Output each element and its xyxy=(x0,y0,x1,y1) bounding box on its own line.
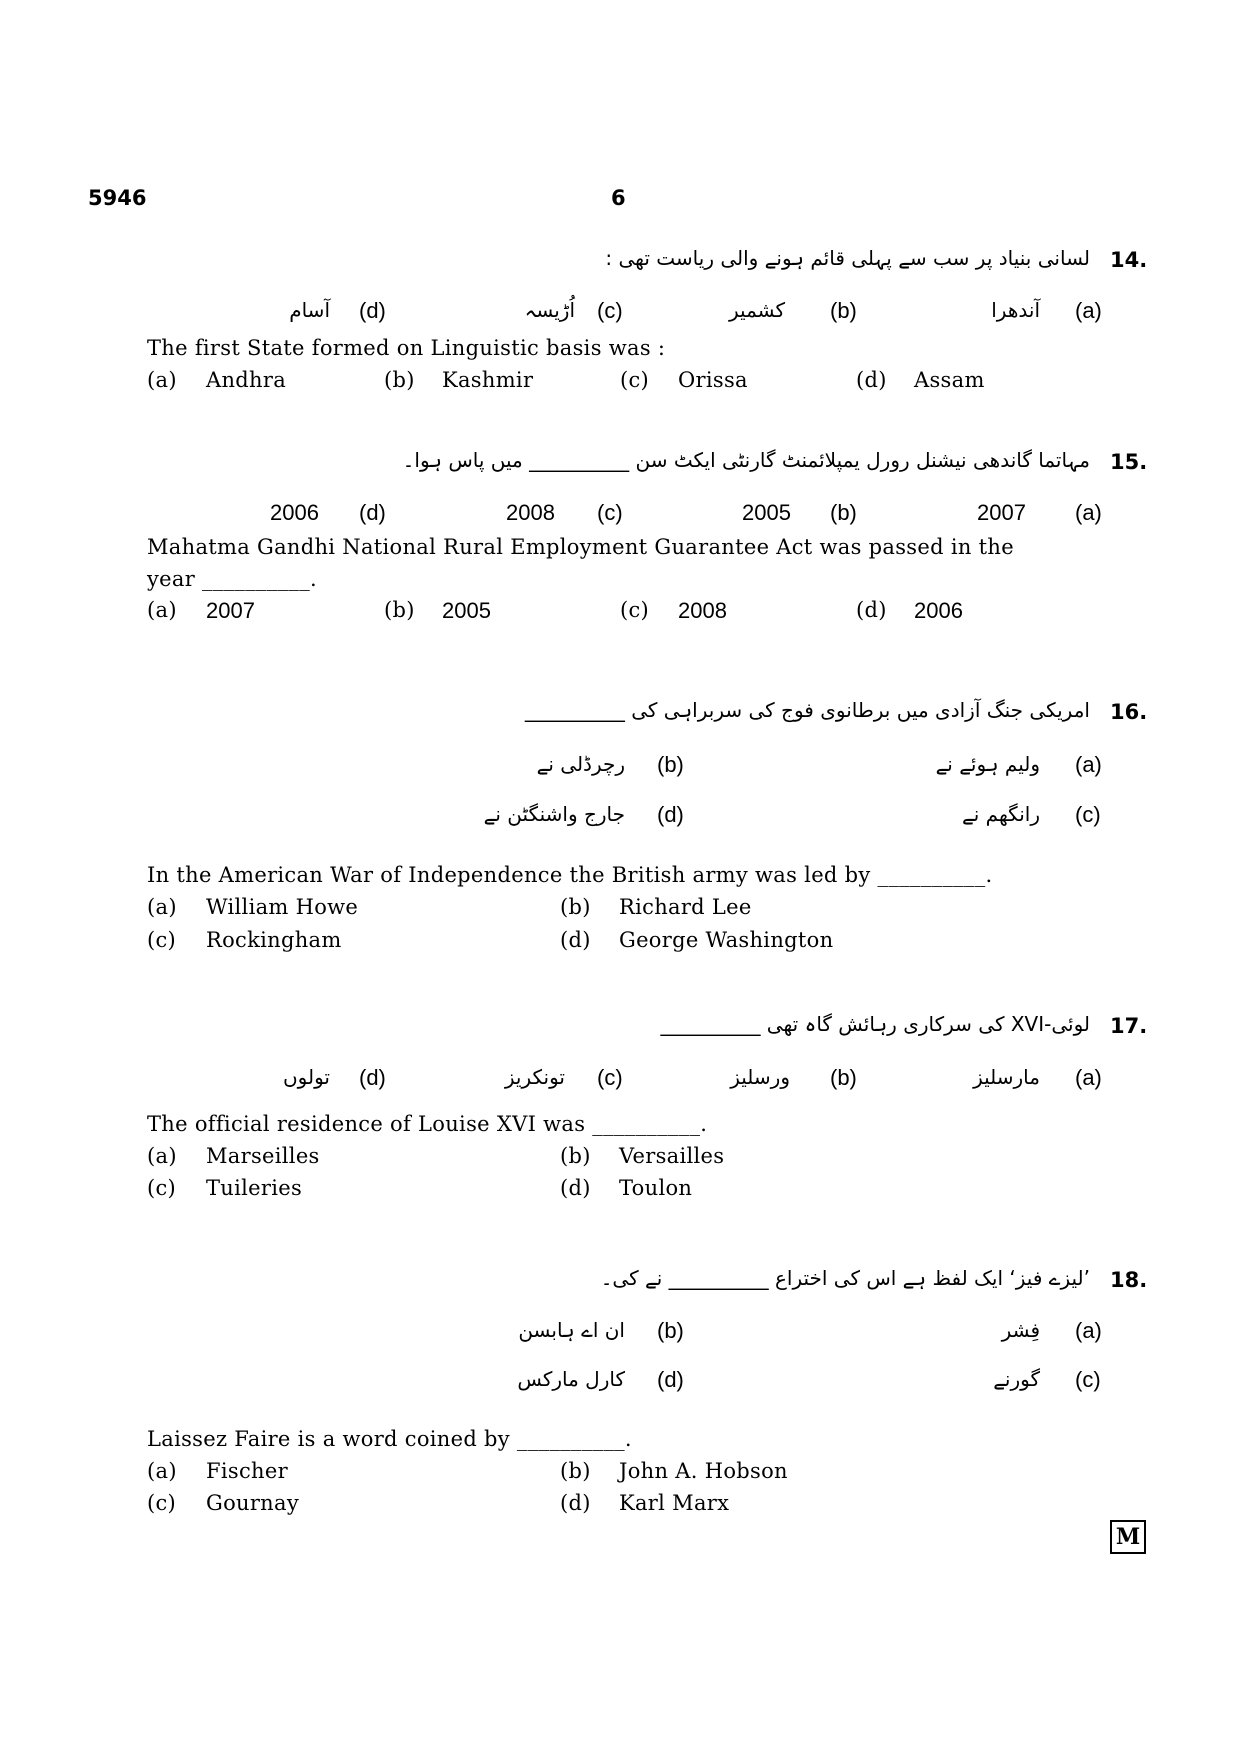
option-c: 2008 xyxy=(678,598,727,623)
urdu-option-d-label: (d) xyxy=(359,1065,386,1090)
urdu-option-d-label: (d) xyxy=(657,1367,684,1392)
option-d-label: (d) xyxy=(560,1491,591,1515)
option-b-label: (b) xyxy=(384,368,415,392)
option-d-label: (d) xyxy=(560,1176,591,1200)
question-text-line-2: year __________. xyxy=(147,567,318,591)
option-c-label: (c) xyxy=(620,598,650,622)
urdu-option-a: ولیم ہوئے نے xyxy=(935,752,1040,776)
urdu-option-c: رانگھم نے xyxy=(962,802,1040,826)
option-b: 2005 xyxy=(442,598,491,623)
option-a-label: (a) xyxy=(147,368,177,392)
urdu-option-c-label: (c) xyxy=(597,500,623,525)
urdu-option-b: ان اے ہابسن xyxy=(518,1318,625,1342)
option-a: Marseilles xyxy=(206,1144,320,1168)
urdu-option-d-label: (d) xyxy=(359,298,386,323)
option-d: Assam xyxy=(914,368,985,392)
option-c-label: (c) xyxy=(147,928,177,952)
option-a-label: (a) xyxy=(147,1459,177,1483)
urdu-question: لوئی-XVI کی سرکاری رہائش گاہ تھی __________ xyxy=(660,1012,1090,1036)
urdu-option-a: مارسلیز xyxy=(973,1065,1040,1089)
urdu-option-c: گورنے xyxy=(993,1367,1040,1391)
option-c: Tuileries xyxy=(206,1176,303,1200)
urdu-option-a: فِشر xyxy=(1001,1318,1040,1342)
urdu-option-d: جارج واشنگٹن نے xyxy=(483,802,625,826)
urdu-option-a: 2007 xyxy=(977,500,1026,525)
urdu-option-d-label: (d) xyxy=(657,802,684,827)
urdu-option-b: کشمیر xyxy=(729,298,785,322)
urdu-option-a-label: (a) xyxy=(1075,298,1102,323)
option-a-label: (a) xyxy=(147,598,177,622)
urdu-option-d: 2006 xyxy=(270,500,319,525)
question-text-line-1: Mahatma Gandhi National Rural Employment Guarantee Act was passed in the xyxy=(147,535,1014,559)
question-text: Laissez Faire is a word coined by __________. xyxy=(147,1427,632,1451)
urdu-option-c-label: (c) xyxy=(1075,1367,1101,1392)
urdu-option-b: رچرڈلی نے xyxy=(536,752,625,776)
option-d: George Washington xyxy=(619,928,834,952)
option-a-label: (a) xyxy=(147,895,177,919)
question-number: 14. xyxy=(1110,248,1148,272)
option-c: Rockingham xyxy=(206,928,342,952)
urdu-option-b-label: (b) xyxy=(657,1318,684,1343)
option-a-label: (a) xyxy=(147,1144,177,1168)
urdu-option-d-label: (d) xyxy=(359,500,386,525)
urdu-option-d: کارل مارکس xyxy=(517,1367,625,1391)
option-a: 2007 xyxy=(206,598,255,623)
urdu-option-c: 2008 xyxy=(506,500,555,525)
question-number: 16. xyxy=(1110,700,1148,724)
urdu-option-b: ورسلیز xyxy=(730,1065,790,1089)
urdu-question: لسانی بنیاد پر سب سے پہلی قائم ہونے والی ریاست تھی : xyxy=(605,246,1090,270)
option-d-label: (d) xyxy=(560,928,591,952)
urdu-option-a-label: (a) xyxy=(1075,1318,1102,1343)
option-b-label: (b) xyxy=(560,1144,591,1168)
option-b: John A. Hobson xyxy=(619,1459,788,1483)
option-c-label: (c) xyxy=(147,1491,177,1515)
option-b-label: (b) xyxy=(560,895,591,919)
option-d-label: (d) xyxy=(856,598,887,622)
urdu-option-a-label: (a) xyxy=(1075,752,1102,777)
series-mark-box: M xyxy=(1110,1520,1146,1554)
question-number: 15. xyxy=(1110,450,1148,474)
option-c: Gournay xyxy=(206,1491,299,1515)
page-number: 6 xyxy=(611,186,626,210)
question-text: The official residence of Louise XVI was __________. xyxy=(147,1112,708,1136)
urdu-question: مہاتما گاندھی نیشنل رورل یمپلائمنٹ گارنٹی ایکٹ سن __________ میں پاس ہوا۔ xyxy=(402,448,1090,472)
question-text: The first State formed on Linguistic basis was : xyxy=(147,336,666,360)
question-number: 17. xyxy=(1110,1014,1148,1038)
urdu-option-c-label: (c) xyxy=(597,298,623,323)
option-b: Versailles xyxy=(619,1144,725,1168)
urdu-option-b-label: (b) xyxy=(830,1065,857,1090)
urdu-option-a-label: (a) xyxy=(1075,500,1102,525)
urdu-option-b-label: (b) xyxy=(657,752,684,777)
option-c: Orissa xyxy=(678,368,748,392)
option-d: Karl Marx xyxy=(619,1491,730,1515)
option-a: William Howe xyxy=(206,895,359,919)
option-b-label: (b) xyxy=(384,598,415,622)
option-c-label: (c) xyxy=(620,368,650,392)
option-d: 2006 xyxy=(914,598,963,623)
urdu-option-c-label: (c) xyxy=(1075,802,1101,827)
paper-code: 5946 xyxy=(88,186,147,210)
urdu-option-b-label: (b) xyxy=(830,298,857,323)
urdu-option-a: آندھرا xyxy=(991,298,1040,322)
urdu-option-a-label: (a) xyxy=(1075,1065,1102,1090)
option-c-label: (c) xyxy=(147,1176,177,1200)
urdu-question: امریکی جنگ آزادی میں برطانوی فوج کی سربراہی کی __________ xyxy=(524,698,1090,722)
option-a: Fischer xyxy=(206,1459,288,1483)
option-a: Andhra xyxy=(206,368,287,392)
urdu-question: ’لیزے فیز‘ ایک لفظ ہے اس کی اختراع __________ نے کی۔ xyxy=(600,1266,1090,1290)
urdu-option-d: تولوں xyxy=(282,1065,330,1089)
option-b: Richard Lee xyxy=(619,895,752,919)
option-b: Kashmir xyxy=(442,368,534,392)
option-d-label: (d) xyxy=(856,368,887,392)
urdu-option-c-label: (c) xyxy=(597,1065,623,1090)
urdu-option-d: آسام xyxy=(289,298,330,322)
urdu-option-c: اُڑیسہ xyxy=(524,298,575,322)
option-b-label: (b) xyxy=(560,1459,591,1483)
option-d: Toulon xyxy=(619,1176,693,1200)
question-number: 18. xyxy=(1110,1268,1148,1292)
urdu-option-b-label: (b) xyxy=(830,500,857,525)
urdu-option-c: تونکریز xyxy=(504,1065,565,1089)
urdu-option-b: 2005 xyxy=(742,500,791,525)
question-text: In the American War of Independence the British army was led by __________. xyxy=(147,863,993,887)
